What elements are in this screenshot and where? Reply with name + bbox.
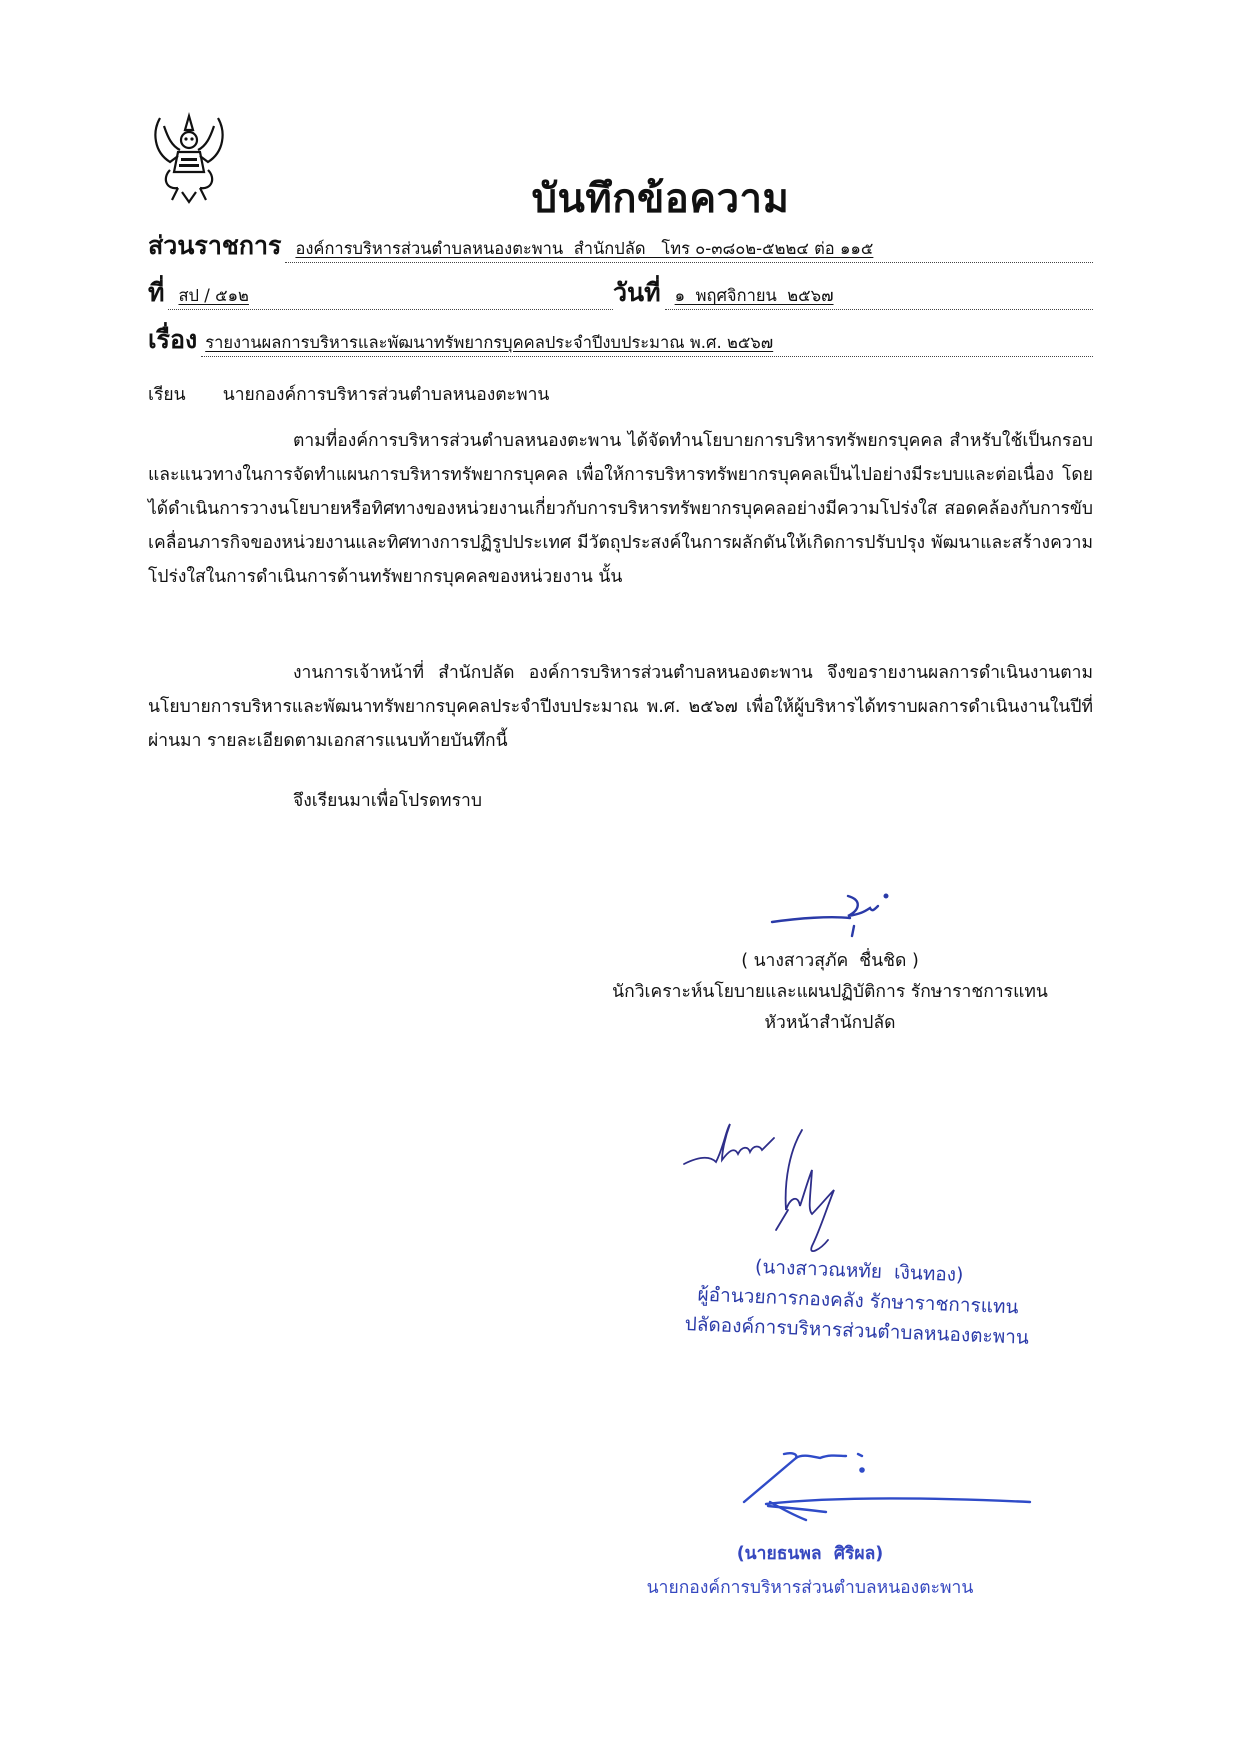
agency-value: องค์การบริหารส่วนตำบลหนองตะพาน สำนักปลัด โทร ๐-๓๘๐๒-๕๒๒๔ ต่อ ๑๑๕ bbox=[285, 236, 1093, 263]
signatory-3-name: (นายธนพล ศิริผล) bbox=[736, 1544, 884, 1564]
salutation bbox=[148, 380, 549, 408]
date-value: ๑ พฤศจิกายน ๒๕๖๗ bbox=[665, 283, 1093, 310]
ref-label: ที่ bbox=[148, 278, 165, 307]
signatory-1-position-1: นักวิเคราะห์นโยบายและแผนปฏิบัติการ รักษาราชการแทน bbox=[612, 982, 1048, 1002]
signature-2-image bbox=[680, 1110, 900, 1264]
ref-date-line bbox=[148, 273, 1093, 313]
ref-field bbox=[148, 273, 613, 313]
signature-3-image bbox=[740, 1440, 1040, 1534]
signatory-1 bbox=[560, 946, 1100, 1039]
signatory-2-position-2: ปลัดองค์การบริหารส่วนตำบลหนองตะพาน bbox=[684, 1313, 1030, 1349]
salutation-to: นายกองค์การบริหารส่วนตำบลหนองตะพาน bbox=[222, 385, 550, 405]
agency-line bbox=[148, 226, 1093, 266]
date-field bbox=[613, 273, 1093, 313]
date-label: วันที่ bbox=[613, 278, 661, 307]
signatory-2-name: (นางสาวณหทัย เงินทอง) bbox=[754, 1255, 964, 1287]
subject-line bbox=[148, 320, 1093, 360]
page-title: บันทึกข้อความ bbox=[531, 176, 790, 222]
signatory-1-name: ( นางสาวสุภัค ชื่นชิด ) bbox=[741, 951, 919, 971]
agency-label: ส่วนราชการ bbox=[148, 231, 282, 260]
closing: จึงเรียนมาเพื่อโปรดทราบ bbox=[293, 791, 482, 811]
signatory-3 bbox=[600, 1537, 1020, 1605]
signatory-2-position-1: ผู้อำนวยการกองคลัง รักษาราชการแทน bbox=[697, 1283, 1019, 1319]
salutation-label: เรียน bbox=[148, 385, 186, 405]
signatory-2 bbox=[656, 1248, 1059, 1354]
signatory-1-position-2: หัวหน้าสำนักปลัด bbox=[764, 1013, 896, 1033]
subject-value: รายงานผลการบริหารและพัฒนาทรัพยากรบุคคลประจำปีงบประมาณ พ.ศ. ๒๕๖๗ bbox=[201, 330, 1093, 357]
subject-label: เรื่อง bbox=[148, 325, 198, 354]
paragraph-2: งานการเจ้าหน้าที่ สำนักปลัด องค์การบริหารส่วนตำบลหนองตะพาน จึงขอรายงานผลการดำเนินงานตามนโยบายการบริหารและพัฒนาทรัพยากรบุคคลประจำปีงบประมาณ พ.ศ. ๒๕๖๗ เพื่อให้ผู้บริหารได้ทราบผลการดำเนินงานในปีที่ผ่านมา รายละเอียดตามเอกสารแนบท้ายบันทึกนี้ bbox=[148, 663, 1093, 751]
signature-1-image bbox=[770, 888, 910, 947]
signatory-3-position-1: นายกองค์การบริหารส่วนตำบลหนองตะพาน bbox=[646, 1578, 974, 1598]
ref-value: สป / ๕๑๒ bbox=[168, 283, 613, 310]
paragraph-1: ตามที่องค์การบริหารส่วนตำบลหนองตะพาน ได้จัดทำนโยบายการบริหารทรัพยกรบุคคล สำหรับใช้เป็นกรอบและแนวทางในการจัดทำแผนการบริหารทรัพยากรบุคคล เพื่อให้การบริหารทรัพยากรบุคคลเป็นไปอย่างมีระบบและต่อเนื่อง โดยได้ดำเนินการวางนโยบายหรือทิศทางของหน่วยงานเกี่ยวกับการบริหารทรัพยากรบุคคลอย่างมีความโปร่งใส สอดคล้องกับการขับเคลื่อนภารกิจของหน่วยงานและทิศทางการปฏิรูปประเทศ มีวัตถุประสงค์ในการผลักดันให้เกิดการปรับปรุง พัฒนาและสร้างความโปร่งใสในการดำเนินการด้านทรัพยากรบุคคลของหน่วยงาน นั้น bbox=[148, 431, 1093, 587]
